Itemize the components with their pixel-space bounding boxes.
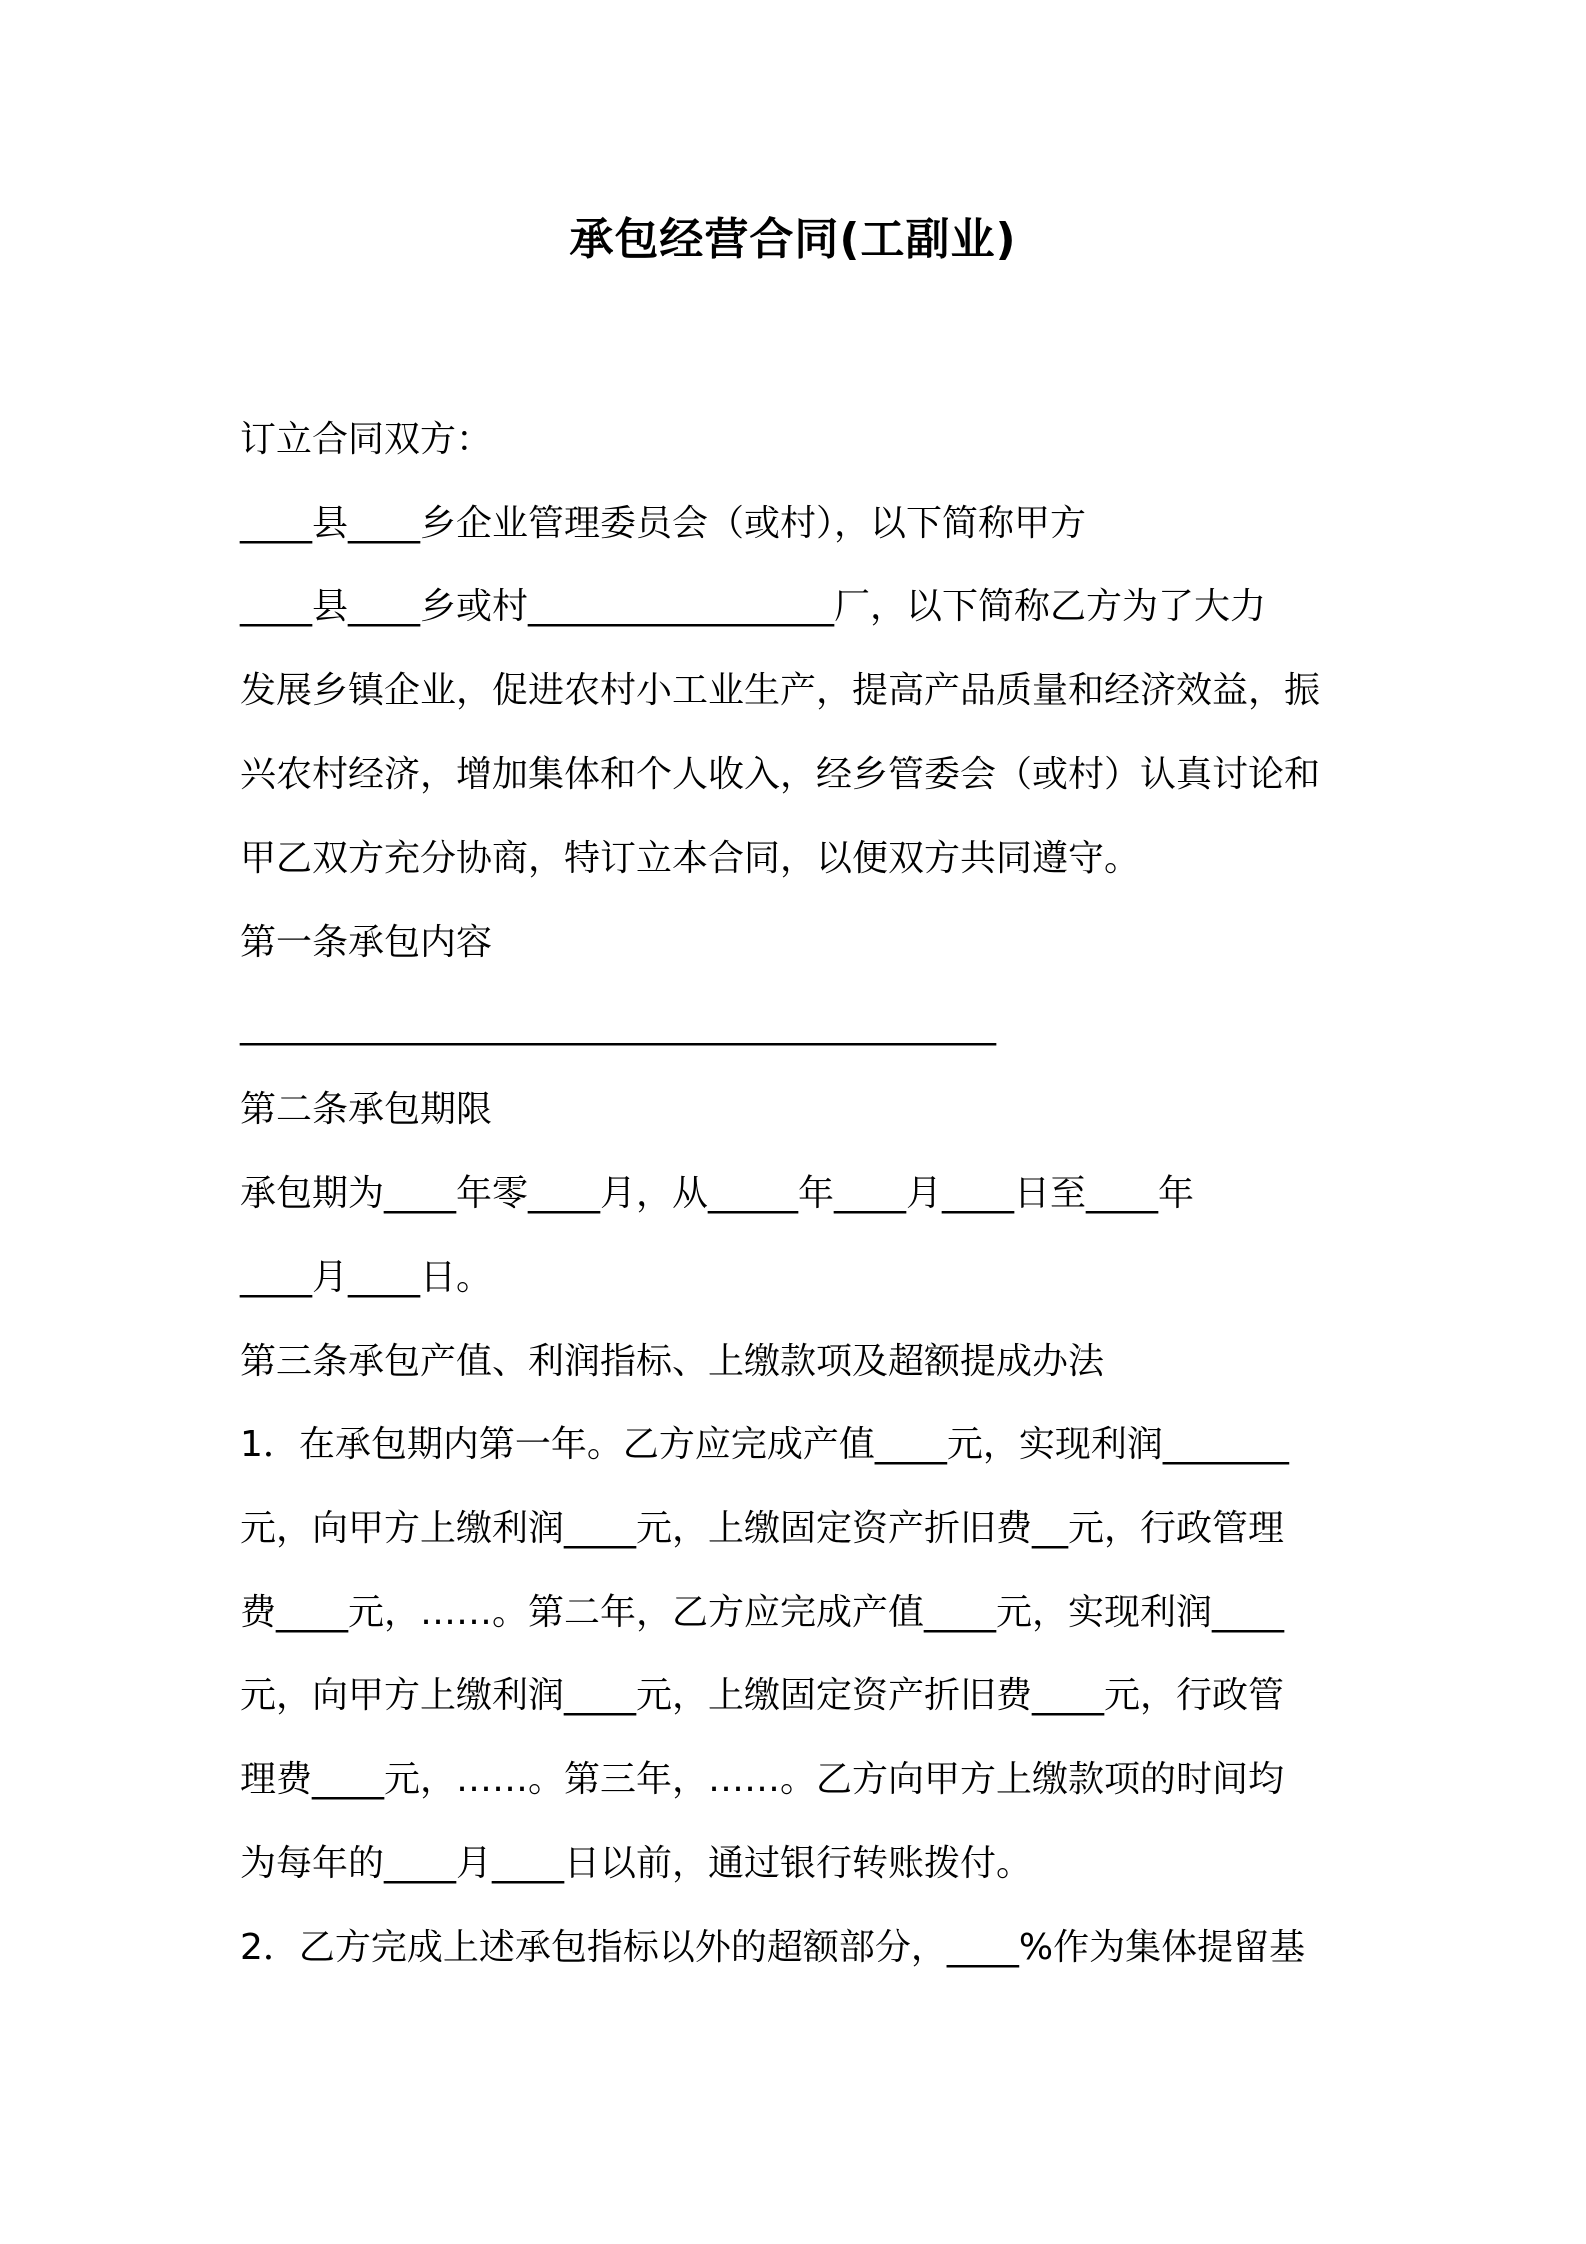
paragraph-line: 发展乡镇企业，促进农村小工业生产，提高产品质量和经济效益，振 bbox=[240, 670, 1321, 711]
paragraph-line: ____县____乡或村_________________厂，以下简称乙方为了大力 bbox=[240, 586, 1267, 627]
paragraph-line: ____县____乡企业管理委员会（或村），以下简称甲方 bbox=[240, 503, 1087, 544]
paragraph-line: 甲乙双方充分协商，特订立本合同，以便双方共同遵守。 bbox=[240, 838, 1141, 879]
paragraph-line: ____月____日。 bbox=[240, 1257, 493, 1298]
paragraph-line: 元，向甲方上缴利润____元，上缴固定资产折旧费__元，行政管理 bbox=[240, 1508, 1285, 1549]
paragraph-line: 理费____元，……。第三年，……。乙方向甲方上缴款项的时间均 bbox=[240, 1759, 1285, 1800]
paragraph-line: 兴农村经济，增加集体和个人收入，经乡管委会（或村）认真讨论和 bbox=[240, 754, 1321, 795]
paragraph-line: 为每年的____月____日以前，通过银行转账拨付。 bbox=[240, 1843, 1033, 1884]
paragraph-line: 2．乙方完成上述承包指标以外的超额部分，____%作为集体提留基 bbox=[240, 1927, 1306, 1968]
paragraph-line: 元，向甲方上缴利润____元，上缴固定资产折旧费____元，行政管 bbox=[240, 1675, 1285, 1716]
paragraph-line: 1．在承包期内第一年。乙方应完成产值____元，实现利润_______ bbox=[240, 1424, 1289, 1465]
paragraph-line: 订立合同双方： bbox=[240, 419, 493, 460]
paragraph-line: 费____元，……。第二年，乙方应完成产值____元，实现利润____ bbox=[240, 1592, 1285, 1633]
section-heading: 第三条承包产值、利润指标、上缴款项及超额提成办法 bbox=[240, 1341, 1105, 1382]
section-heading: 第一条承包内容 bbox=[240, 922, 493, 963]
paragraph-line: 承包期为____年零____月，从_____年____月____日至____年 bbox=[240, 1173, 1195, 1214]
document-title: 承包经营合同(工副业) bbox=[569, 214, 1017, 265]
section-heading: 第二条承包期限 bbox=[240, 1089, 493, 1130]
blank-fill-line: __________________________________________ bbox=[240, 1005, 996, 1046]
